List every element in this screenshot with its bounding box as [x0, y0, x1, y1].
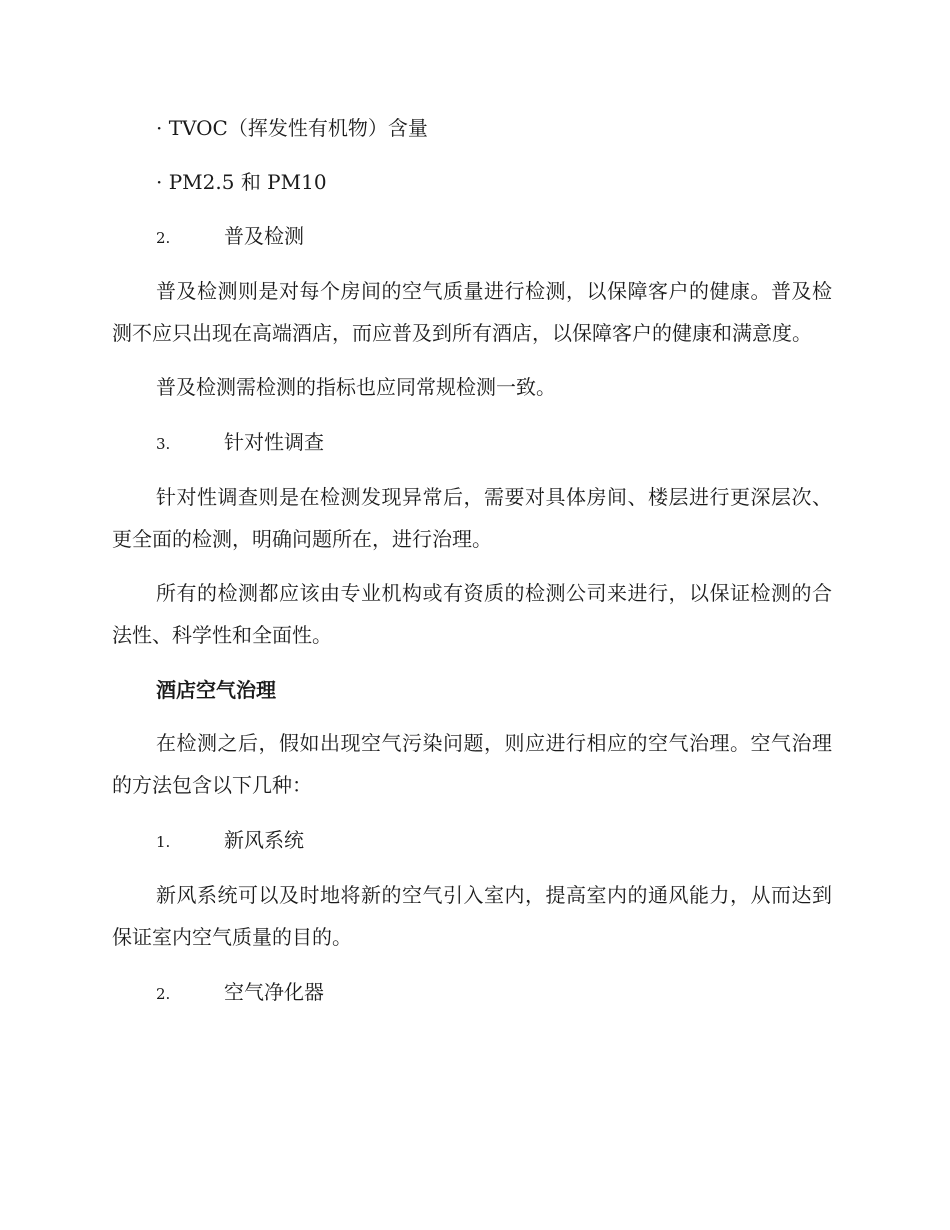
list-number: 2. — [156, 229, 171, 247]
list-item-title: 新风系统 — [224, 828, 304, 852]
bullet-pm: · PM2.5 和 PM10 — [156, 170, 327, 194]
list-number: 3. — [156, 435, 171, 453]
document-body — [112, 106, 832, 1026]
list-number: 2. — [156, 985, 171, 1003]
paragraph-all-tests: 所有的检测都应该由专业机构或有资质的检测公司来进行，以保证检测的合法性、科学性和全面性。 — [112, 581, 832, 647]
paragraph-fresh-air-system: 新风系统可以及时地将新的空气引入室内，提高室内的通风能力，从而达到保证室内空气质量的目的。 — [112, 883, 832, 949]
paragraph-treatment-intro: 在检测之后，假如出现空气污染问题，则应进行相应的空气治理。空气治理的方法包含以下几种： — [112, 731, 832, 797]
list-item-title: 普及检测 — [224, 224, 304, 248]
list-item-targeted-survey — [112, 420, 832, 466]
paragraph-universal-test: 普及检测则是对每个房间的空气质量进行检测，以保障客户的健康。普及检测不应只出现在高端酒店，而应普及到所有酒店，以保障客户的健康和满意度。 — [112, 279, 832, 345]
section-heading-air-treatment: 酒店空气治理 — [156, 678, 276, 702]
list-item-universal-test — [112, 214, 832, 260]
list-item-title: 空气净化器 — [224, 980, 324, 1004]
list-item-title: 针对性调查 — [224, 430, 324, 454]
list-item-air-purifier — [112, 970, 832, 1016]
list-item-fresh-air-system — [112, 818, 832, 864]
paragraph-targeted-survey: 针对性调查则是在检测发现异常后，需要对具体房间、楼层进行更深层次、更全面的检测，明确问题所在，进行治理。 — [112, 485, 832, 551]
bullet-tvoc: · TVOC（挥发性有机物）含量 — [156, 116, 428, 140]
paragraph-universal-indicators: 普及检测需检测的指标也应同常规检测一致。 — [156, 375, 556, 399]
list-number: 1. — [156, 833, 171, 851]
